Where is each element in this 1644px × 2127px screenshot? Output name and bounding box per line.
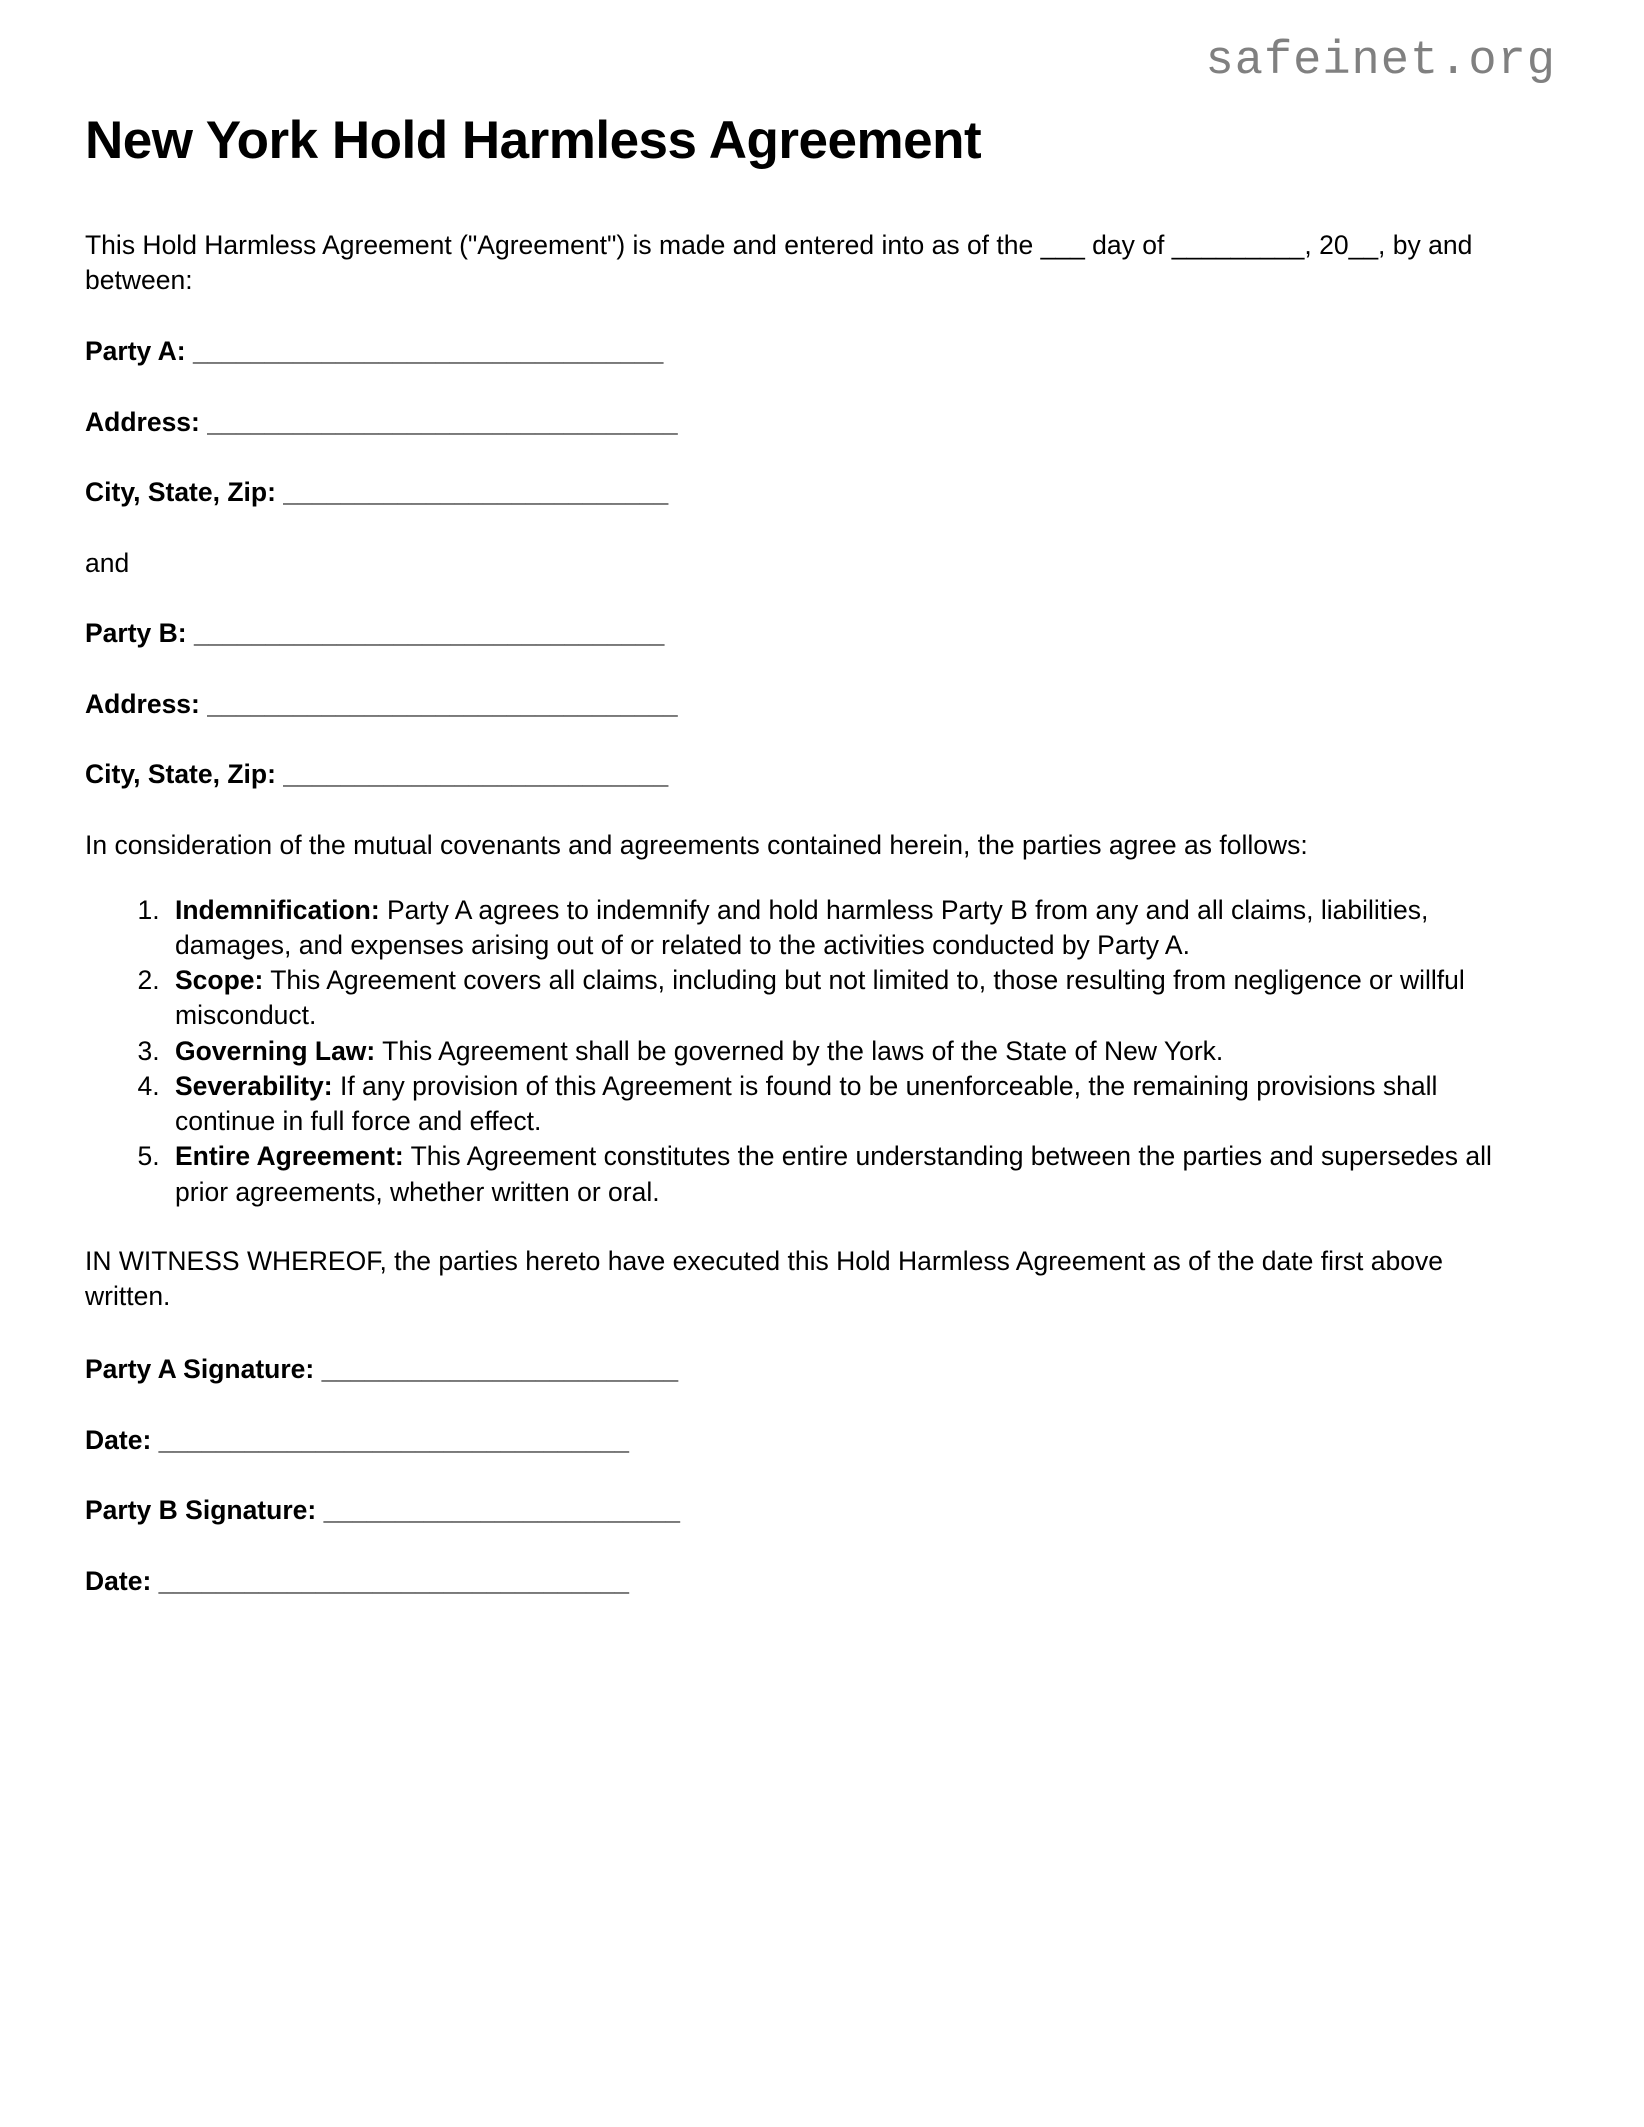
party-b-address-field: [85, 687, 1525, 721]
party-b-date-field: [85, 1564, 1525, 1598]
term-heading: Governing Law:: [175, 1035, 376, 1066]
list-item: [167, 1034, 1525, 1069]
party-b-date-blank[interactable]: _________________________________: [158, 1565, 629, 1596]
page-title: New York Hold Harmless Agreement: [85, 111, 982, 170]
term-heading: Scope:: [175, 965, 264, 996]
party-a-name-blank[interactable]: _________________________________: [193, 336, 663, 367]
party-a-date-label: Date:: [85, 1424, 152, 1455]
party-a-name-field: [85, 334, 1525, 368]
terms-list: [85, 893, 1525, 1210]
term-heading: Entire Agreement:: [175, 1141, 404, 1172]
party-a-signature-label: Party A Signature:: [85, 1354, 315, 1385]
term-text: This Agreement constitutes the entire understanding between the parties and supersedes all prior agreements, whether written or oral.: [175, 1141, 1492, 1207]
list-item: [167, 1139, 1525, 1209]
witness-paragraph: IN WITNESS WHEREOF, the parties hereto have executed this Hold Harmless Agreement as of the date first above written.: [85, 1245, 1443, 1312]
party-b-name-label: Party B:: [85, 618, 187, 649]
party-b-signature-field: [85, 1493, 1525, 1527]
party-b-signature-label: Party B Signature:: [85, 1495, 317, 1526]
party-a-address-label: Address:: [85, 406, 200, 437]
party-a-signature-blank[interactable]: _________________________: [321, 1354, 678, 1385]
term-heading: Indemnification:: [175, 894, 380, 925]
term-heading: Severability:: [175, 1070, 333, 1101]
party-b-signature-blank[interactable]: _________________________: [323, 1495, 680, 1526]
site-watermark: safeinet.org: [1205, 35, 1556, 88]
party-a-name-label: Party A:: [85, 336, 186, 367]
party-b-address-label: Address:: [85, 688, 200, 719]
list-item: [167, 893, 1525, 963]
party-a-date-blank[interactable]: _________________________________: [158, 1424, 629, 1455]
party-a-address-field: [85, 405, 1525, 439]
term-text: Party A agrees to indemnify and hold harmless Party B from any and all claims, liabilities, damages, and expenses arising out of or related to the activities conducted by Party A.: [175, 894, 1429, 960]
party-b-name-field: [85, 616, 1525, 650]
party-b-name-blank[interactable]: _________________________________: [194, 618, 664, 649]
intro-paragraph: This Hold Harmless Agreement ("Agreement") is made and entered into as of the ___ day of _________, 20__, by and between:: [85, 230, 1473, 296]
party-b-date-label: Date:: [85, 1565, 152, 1596]
term-text: If any provision of this Agreement is found to be unenforceable, the remaining provisions shall continue in full force and effect.: [175, 1070, 1438, 1137]
document-body: [85, 228, 1525, 1634]
party-a-city-blank[interactable]: ___________________________: [283, 477, 668, 508]
party-a-signature-field: [85, 1352, 1525, 1386]
consideration-paragraph: In consideration of the mutual covenants and agreements contained herein, the parties agree as follows:: [85, 829, 1308, 860]
list-item: [167, 963, 1525, 1033]
party-a-city-label: City, State, Zip:: [85, 477, 276, 508]
list-item: [167, 1069, 1525, 1139]
term-text: This Agreement covers all claims, including but not limited to, those resulting from negligence or willful misconduct.: [175, 965, 1465, 1031]
party-a-address-blank[interactable]: _________________________________: [207, 406, 678, 437]
party-b-address-blank[interactable]: _________________________________: [207, 688, 678, 719]
conjunction-and: and: [85, 547, 130, 578]
term-text: This Agreement shall be governed by the laws of the State of New York.: [375, 1035, 1224, 1066]
party-b-city-label: City, State, Zip:: [85, 759, 276, 790]
party-b-city-field: [85, 757, 1525, 791]
party-b-city-blank[interactable]: ___________________________: [283, 759, 668, 790]
party-a-date-field: [85, 1423, 1525, 1457]
signature-block: [85, 1352, 1525, 1598]
party-a-city-field: [85, 475, 1525, 509]
